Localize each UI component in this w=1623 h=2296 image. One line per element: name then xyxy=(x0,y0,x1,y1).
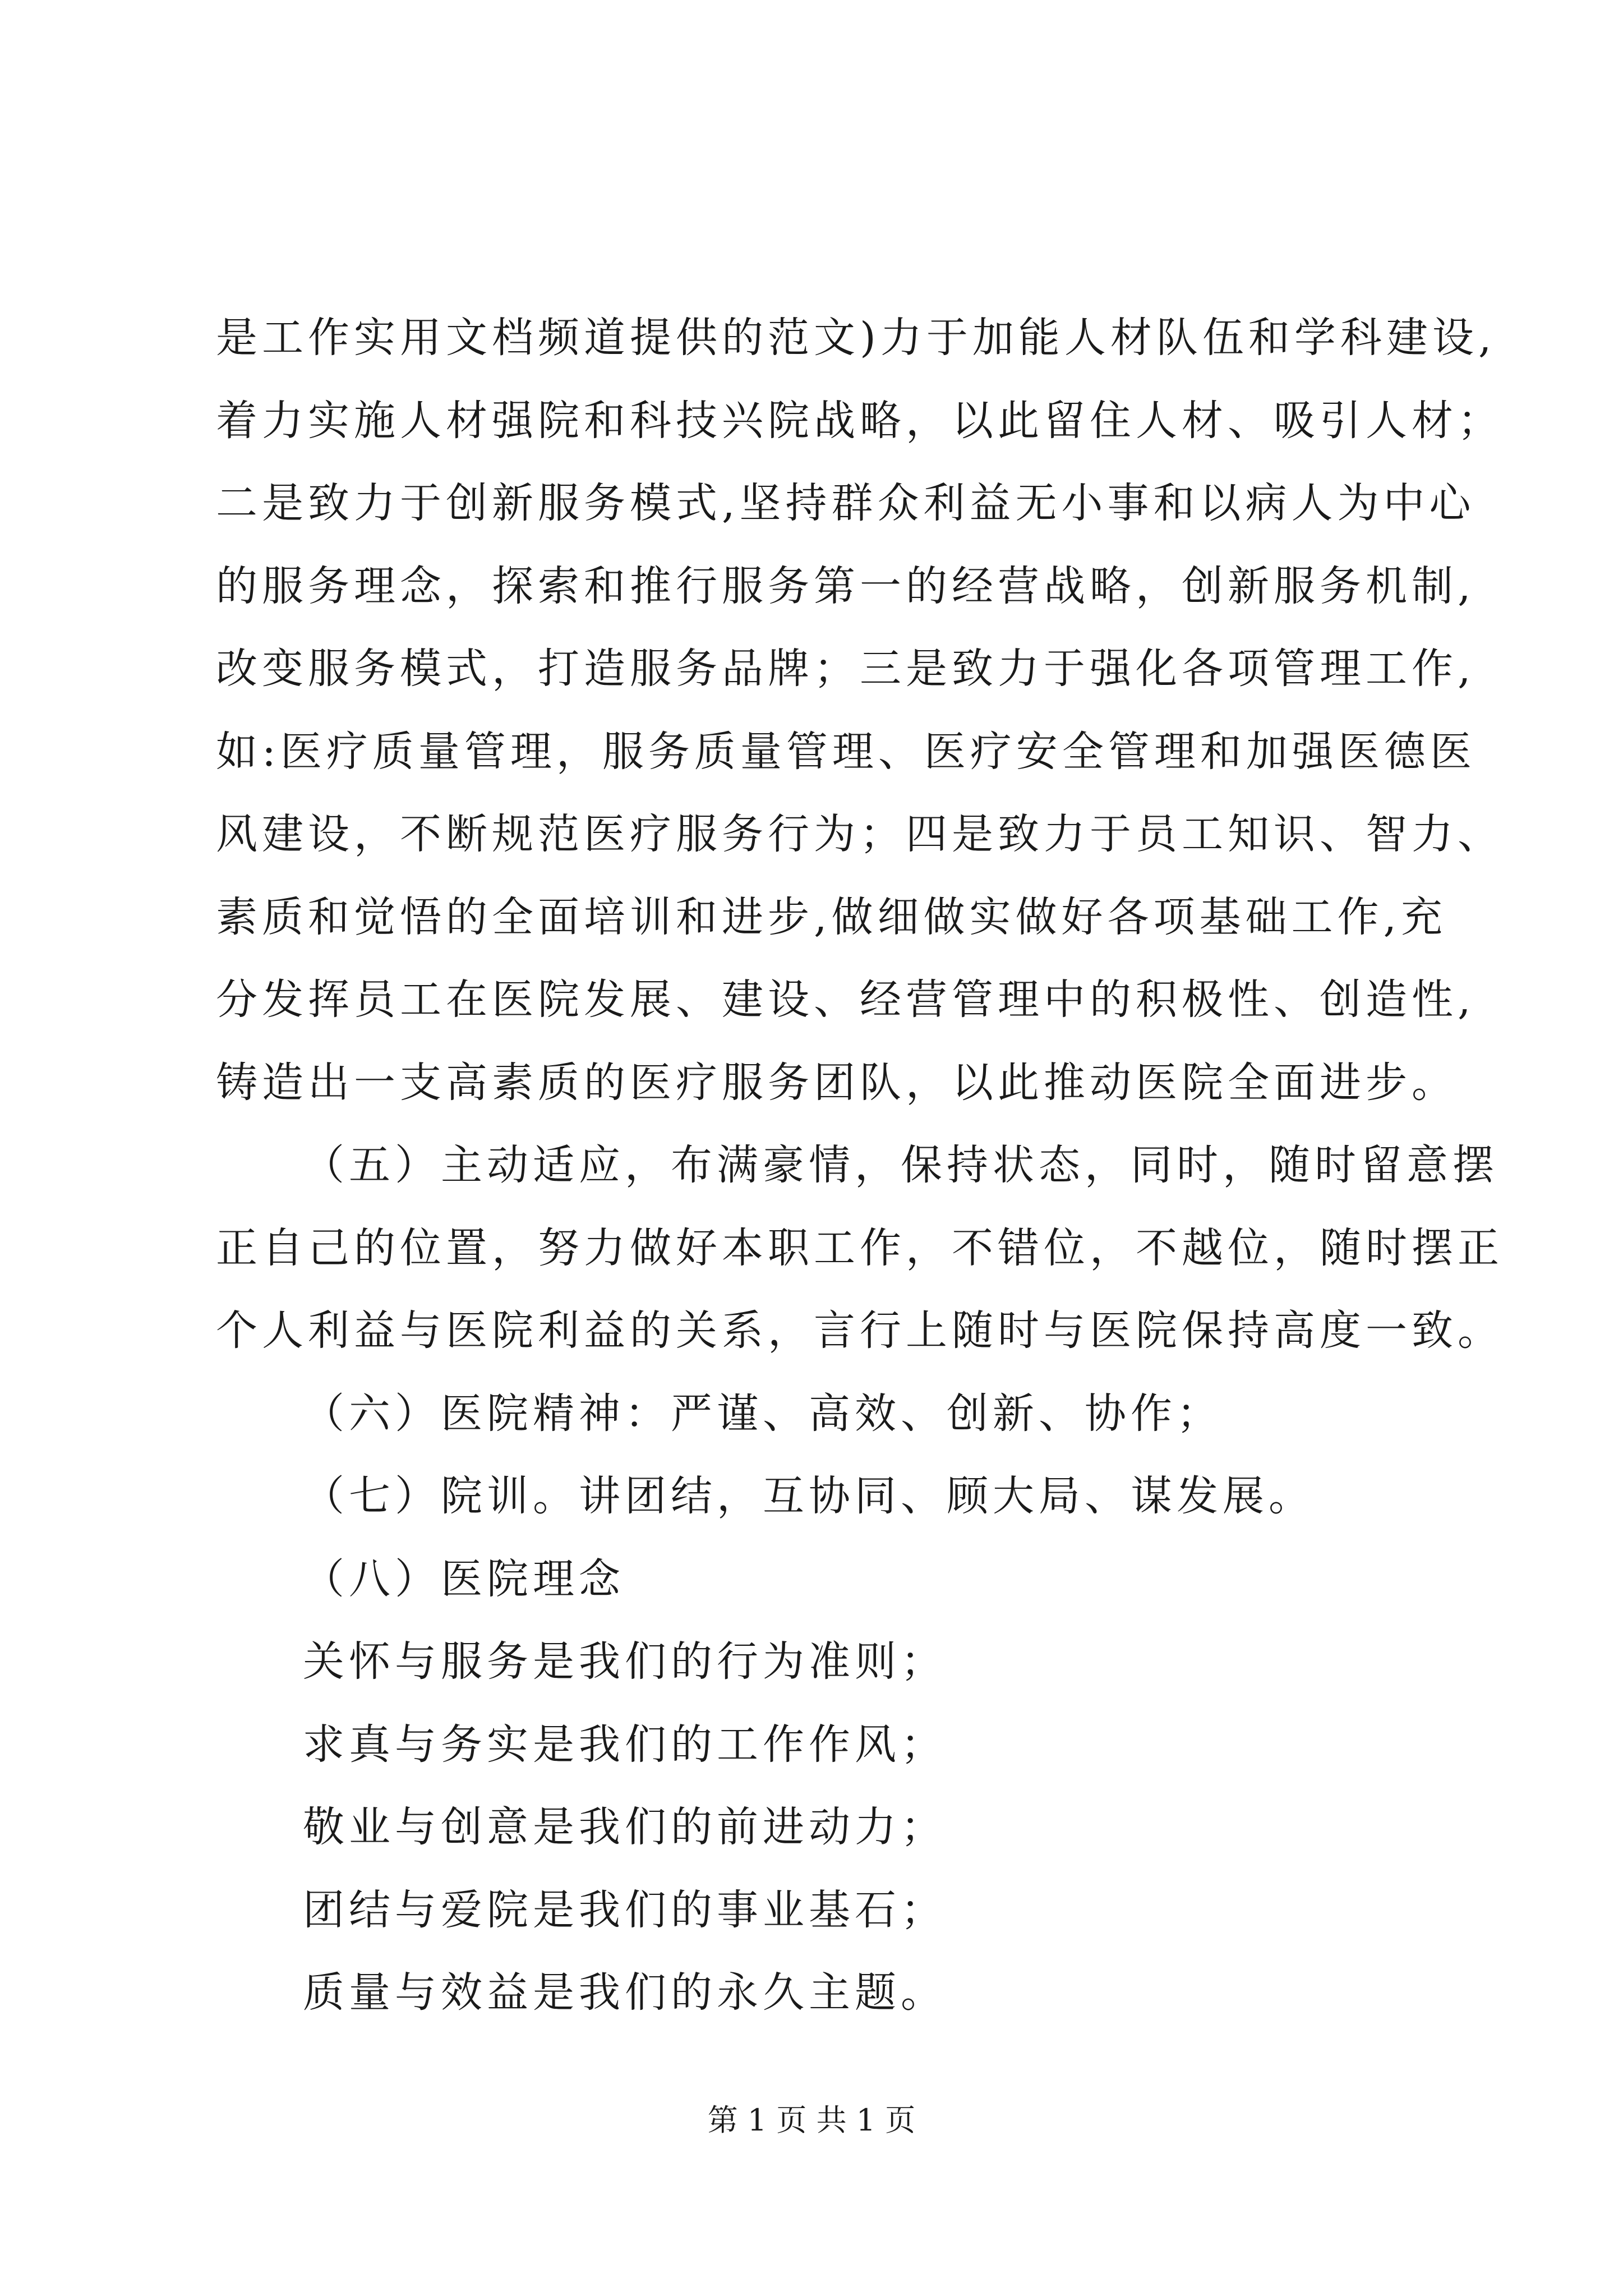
body-line: 如:医疗质量管理，服务质量管理、医疗安全管理和加强医德医 xyxy=(216,728,1476,776)
body-line: 改变服务模式，打造服务品牌；三是致力于强化各项管理工作, xyxy=(216,645,1476,693)
body-line: 的服务理念，探索和推行服务第一的经营战略，创新服务机制, xyxy=(216,562,1476,610)
body-line: 分发挥员工在医院发展、建设、经营管理中的积极性、创造性, xyxy=(216,976,1476,1024)
body-line: 是工作实用文档频道提供的范文)力于加能人材队伍和学科建设, xyxy=(216,314,1496,362)
section-heading: （七）院训。讲团结，互协同、顾大局、谋发展。 xyxy=(303,1472,1315,1520)
principle-item: 敬业与创意是我们的前进动力； xyxy=(303,1803,947,1851)
body-line: 正自己的位置，努力做好本职工作，不错位，不越位，随时摆正 xyxy=(216,1224,1504,1272)
principle-item: 求真与务实是我们的工作作风； xyxy=(303,1720,947,1769)
page-footer: 第 1 页 共 1 页 xyxy=(707,2102,916,2138)
section-heading: （六）医院精神：严谨、高效、创新、协作； xyxy=(303,1389,1223,1438)
principle-item: 关怀与服务是我们的行为准则； xyxy=(303,1637,947,1686)
body-line: 二是致力于创新服务模式,坚持群众利益无小事和以病人为中心 xyxy=(216,479,1476,527)
body-line: 风建设，不断规范医疗服务行为；四是致力于员工知识、智力、 xyxy=(216,810,1504,858)
principle-item: 质量与效益是我们的永久主题。 xyxy=(303,1968,947,2017)
section-heading: （八）医院理念 xyxy=(303,1555,625,1603)
body-line: 铸造出一支高素质的医疗服务团队，以此推动医院全面进步。 xyxy=(216,1059,1458,1107)
body-line: 着力实施人材强院和科技兴院战略，以此留住人材、吸引人材； xyxy=(216,397,1504,445)
principle-item: 团结与爱院是我们的事业基石； xyxy=(303,1886,947,1934)
body-line: 素质和觉悟的全面培训和进步,做细做实做好各项基础工作,充 xyxy=(216,893,1447,941)
body-line: 个人利益与医院利益的关系，言行上随时与医院保持高度一致。 xyxy=(216,1306,1504,1355)
section-heading: （五）主动适应，布满豪情，保持状态，同时，随时留意摆 xyxy=(303,1141,1498,1189)
